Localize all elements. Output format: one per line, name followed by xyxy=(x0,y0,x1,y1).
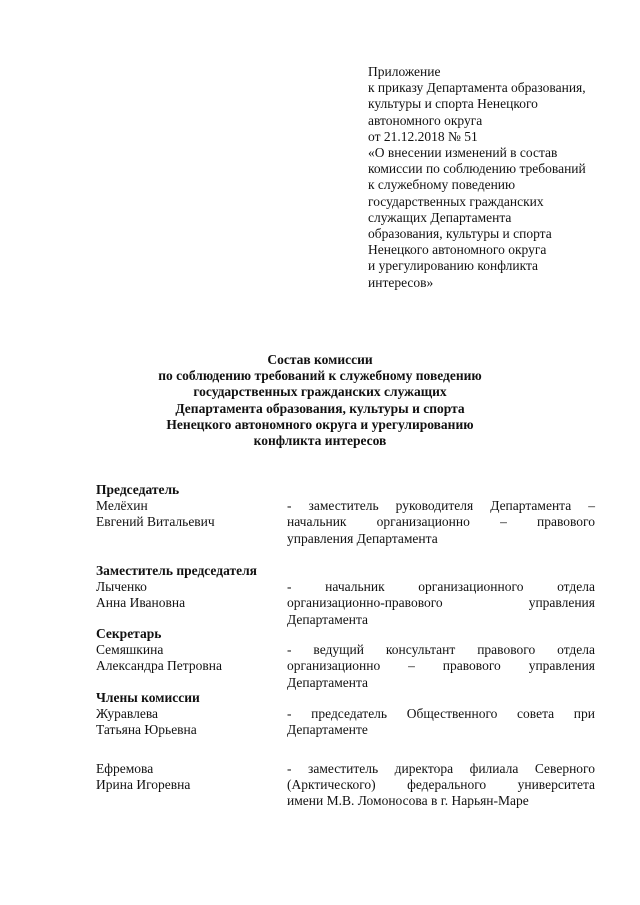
secretary-entry xyxy=(96,642,596,691)
position-line: Департамента xyxy=(287,674,369,690)
position-line: имени М.В. Ломоносова в г. Нарьян-Маре xyxy=(287,792,529,808)
member-position xyxy=(287,642,595,691)
member-surname: Лыченко xyxy=(96,579,147,595)
member-given-name: Татьяна Юрьевна xyxy=(96,722,197,738)
title-line: Состав комиссии xyxy=(267,352,373,367)
appendix-line: «О внесении изменений в состав xyxy=(368,145,558,161)
member-given-name: Анна Ивановна xyxy=(96,595,186,611)
chairman-entry xyxy=(96,498,596,547)
document-title xyxy=(0,352,640,449)
secretary-section xyxy=(96,626,596,691)
position-line: управления Департамента xyxy=(287,530,438,546)
deputy-role: Заместитель председателя xyxy=(96,563,257,578)
member-given-name: Ирина Игоревна xyxy=(96,776,191,792)
appendix-line: государственных гражданских xyxy=(368,193,544,209)
members-section xyxy=(96,690,596,809)
position-line: Департамента xyxy=(287,611,369,627)
appendix-header xyxy=(368,64,608,291)
appendix-line: Ненецкого автономного округа xyxy=(368,242,547,258)
member-surname: Ефремова xyxy=(96,760,154,776)
member-name xyxy=(96,706,276,738)
member-position xyxy=(287,706,595,738)
appendix-line: культуры и спорта Ненецкого xyxy=(368,96,538,112)
member-entry xyxy=(96,761,596,810)
position-line: - начальник организационного отдела xyxy=(287,579,595,595)
appendix-line: Приложение xyxy=(368,64,441,79)
position-line: организационно – правового управления xyxy=(287,658,595,674)
appendix-line: служащих Департамента xyxy=(368,209,512,225)
member-name xyxy=(96,761,276,793)
member-entry xyxy=(96,706,596,738)
position-line: - ведущий консультант правового отдела xyxy=(287,642,595,658)
appendix-line: комиссии по соблюдению требований xyxy=(368,161,586,177)
member-surname: Журавлева xyxy=(96,706,159,722)
position-line: - заместитель руководителя Департамента – xyxy=(287,498,595,514)
chairman-role: Председатель xyxy=(96,482,180,497)
member-given-name: Евгений Витальевич xyxy=(96,514,215,530)
appendix-line: автономного округа xyxy=(368,112,483,128)
position-line: организационно-правового управления xyxy=(287,595,595,611)
appendix-line: к служебному поведению xyxy=(368,177,516,193)
member-name xyxy=(96,579,276,611)
member-name xyxy=(96,642,276,674)
position-line: начальник организационно – правового xyxy=(287,514,595,530)
title-line: Ненецкого автономного округа и урегулированию xyxy=(166,416,474,432)
member-given-name: Александра Петровна xyxy=(96,658,222,674)
appendix-line: образования, культуры и спорта xyxy=(368,226,552,242)
member-surname: Мелёхин xyxy=(96,498,148,514)
member-position xyxy=(287,498,595,547)
title-line: Департамента образования, культуры и спорта xyxy=(175,400,465,416)
position-line: Департаменте xyxy=(287,722,368,738)
title-line: по соблюдению требований к служебному поведению xyxy=(158,368,482,384)
appendix-line: к приказу Департамента образования, xyxy=(368,80,586,96)
secretary-role: Секретарь xyxy=(96,626,162,641)
appendix-line: от 21.12.2018 № 51 xyxy=(368,128,478,144)
position-line: - председатель Общественного совета при xyxy=(287,706,595,722)
member-position xyxy=(287,579,595,628)
member-name xyxy=(96,498,276,530)
appendix-line: и урегулированию конфликта xyxy=(368,258,539,274)
member-position xyxy=(287,761,595,810)
title-line: государственных гражданских служащих xyxy=(193,384,447,400)
members-role: Члены комиссии xyxy=(96,690,200,705)
deputy-section xyxy=(96,563,596,628)
position-line: - заместитель директора филиала Северного xyxy=(287,760,595,776)
member-surname: Семяшкина xyxy=(96,642,164,658)
chairman-section xyxy=(96,482,596,547)
title-line: конфликта интересов xyxy=(253,433,387,449)
position-line: (Арктического) федерального университета xyxy=(287,776,595,792)
deputy-entry xyxy=(96,579,596,628)
appendix-line: интересов» xyxy=(368,274,434,290)
